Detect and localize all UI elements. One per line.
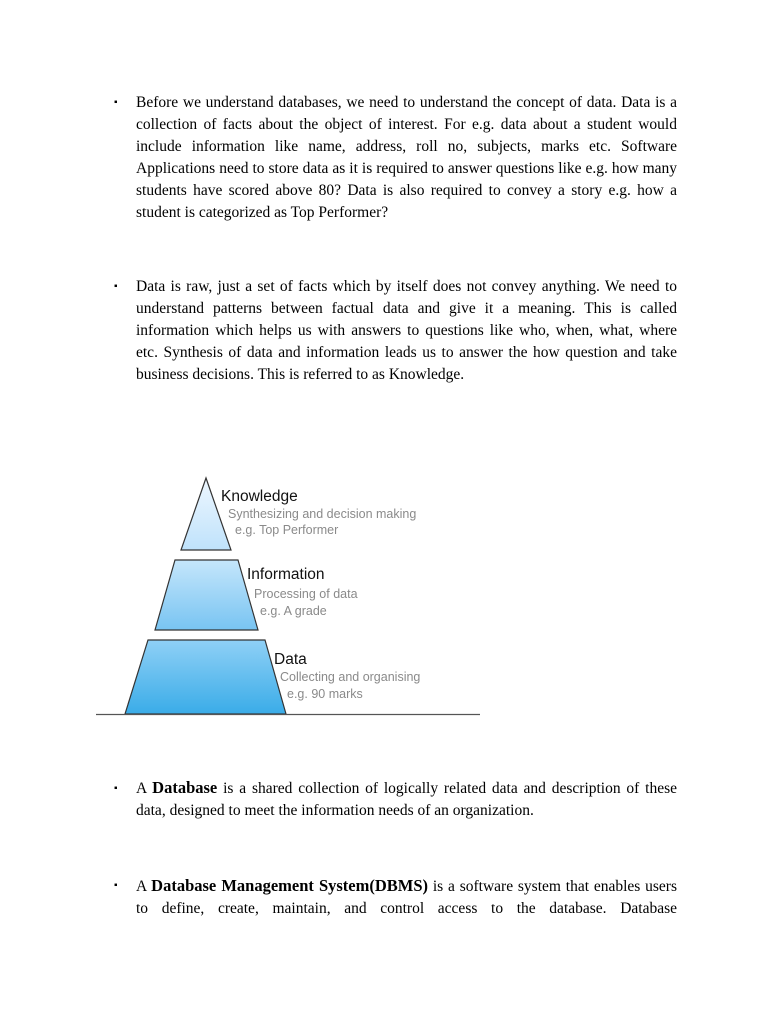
paragraph-database-definition (136, 777, 677, 822)
knowledge-pyramid-figure (88, 448, 500, 720)
bullet-marker: ▪ (114, 97, 118, 108)
text-body: is a software system that enables users to define, create, maintain, and control access to the database. Database (136, 878, 677, 917)
label-information-line1: Processing of data (254, 587, 358, 601)
bullet-marker: ▪ (114, 783, 118, 794)
term-database: Database (152, 778, 218, 797)
label-information-title: Information (247, 566, 325, 583)
pyramid-tier-information (155, 560, 258, 630)
text-body: is a shared collection of logically related data and description of these data, designed to meet the information needs of an organization. (136, 780, 678, 819)
paragraph-information-knowledge: Data is raw, just a set of facts which by itself does not convey anything. We need to understand patterns between factual data and give it a meaning. This is called information which helps us with answers to questions like who, when, what, where etc. Synthesis of data and information leads us to answer the how question and take business decisions. This is referred to as Knowledge. (136, 278, 677, 383)
paragraph-dbms-definition (136, 875, 677, 920)
label-data-line1: Collecting and organising (280, 670, 421, 684)
label-data-title: Data (274, 651, 307, 668)
pyramid-tier-data (125, 640, 286, 714)
pyramid-svg (88, 448, 500, 720)
bullet-marker: ▪ (114, 281, 118, 292)
paragraph-data-concept: Before we understand databases, we need to understand the concept of data. Data is a collection of facts about the object of interest. For e.g. data about a student would include information like name, address, roll no, subjects, marks etc. Software Applications need to store data as it is required to answer questions like e.g. how many students have scored above 80? Data is also required to convey a story e.g. how a student is categorized as Top Performer? (136, 94, 677, 221)
label-information-line2: e.g. A grade (260, 604, 327, 618)
term-dbms: Database Management System(DBMS) (151, 876, 429, 895)
label-knowledge-line2: e.g. Top Performer (235, 523, 339, 537)
label-knowledge-line1: Synthesizing and decision making (228, 507, 417, 521)
text-prefix: A (136, 780, 153, 797)
label-data-line2: e.g. 90 marks (287, 687, 363, 701)
bullet-marker: ▪ (114, 880, 118, 891)
text-prefix: A (136, 878, 152, 895)
label-knowledge-title: Knowledge (221, 488, 298, 505)
